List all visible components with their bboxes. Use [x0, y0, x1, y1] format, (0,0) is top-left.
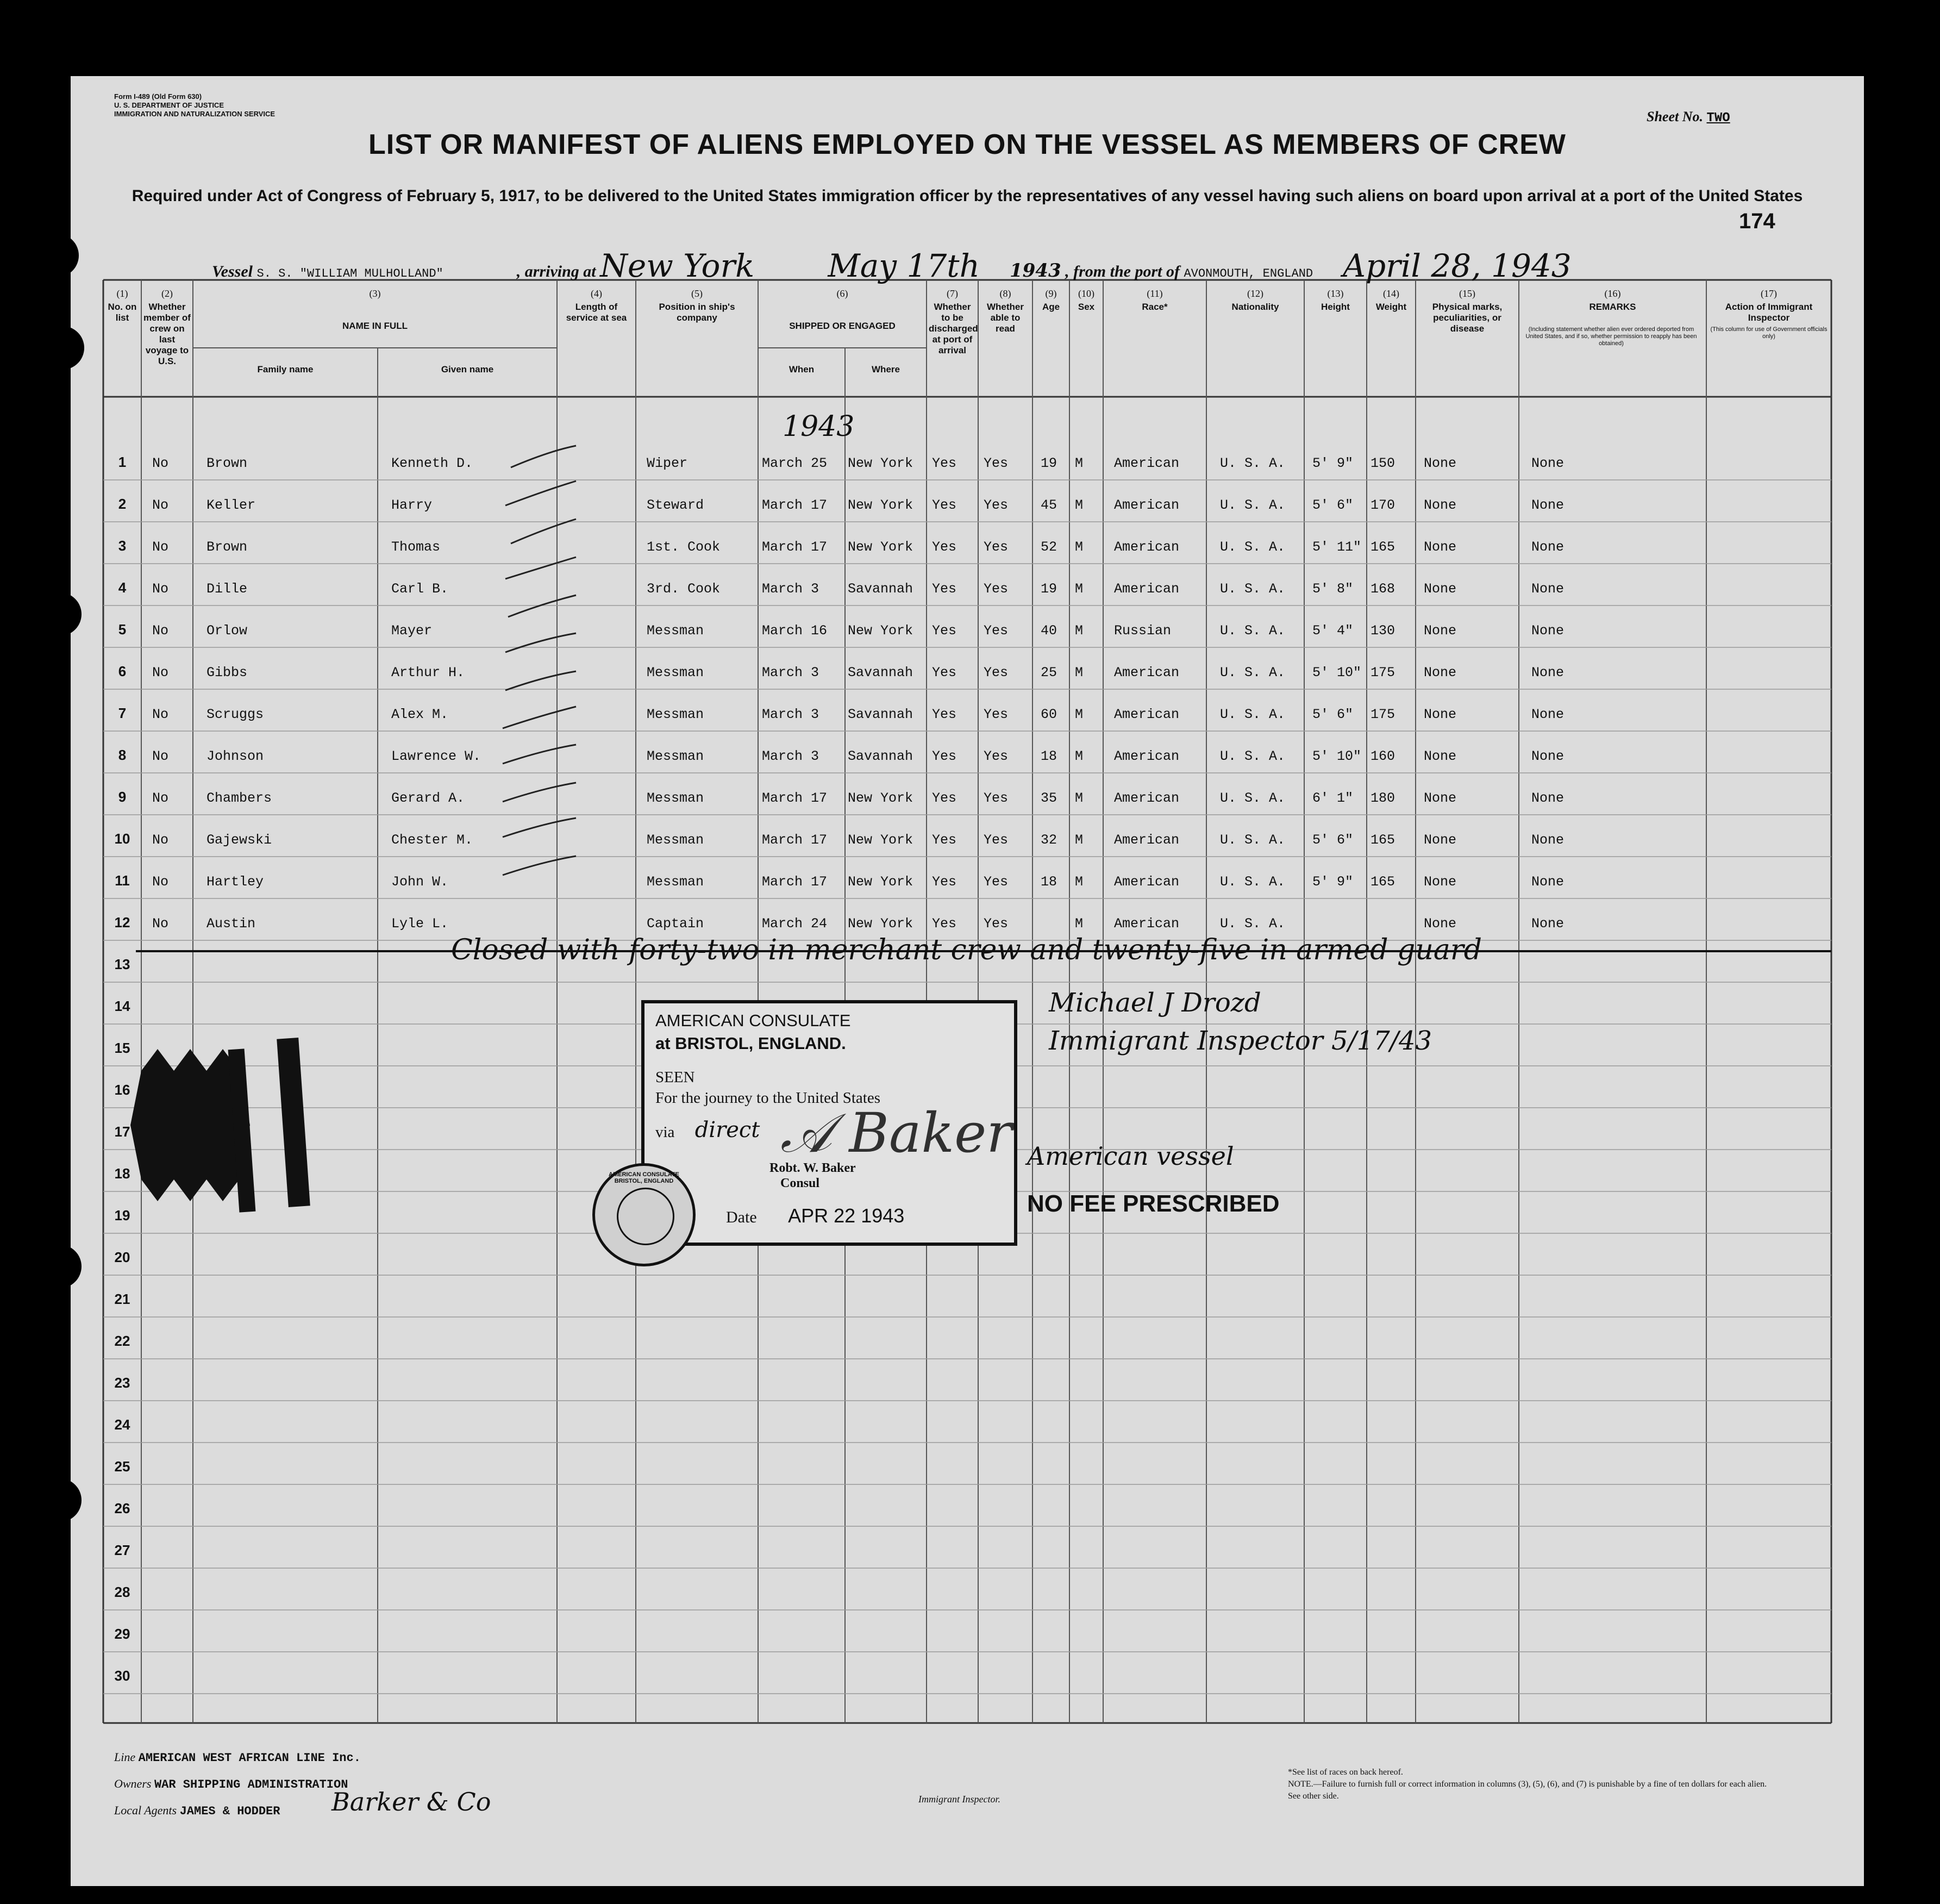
page-subtitle: Required under Act of Congress of February 5, 1917, to be delivered to the United States immigration officer by the representatives of any vessel having such aliens on board upon arrival at a port of the United States	[132, 187, 1803, 205]
cell-prev: No	[152, 623, 169, 639]
cell-where: New York	[848, 497, 913, 513]
cell-weight: 180	[1370, 790, 1395, 806]
page-number: 174	[1739, 209, 1775, 233]
row-number: 23	[114, 1375, 130, 1391]
cell-prev: No	[152, 581, 169, 597]
cell-age: 25	[1041, 665, 1057, 681]
row-number: 7	[118, 705, 127, 721]
cell-when: March 3	[762, 581, 819, 597]
cell-position: Messman	[647, 874, 704, 890]
cell-position: Messman	[647, 832, 704, 848]
column-header: Whether member of crew on last voyage to U.S.	[143, 302, 191, 366]
cell-remarks: None	[1531, 623, 1564, 639]
cell-family: Brown	[206, 539, 248, 555]
action-note: (This column for use of Government officials only)	[1710, 326, 1828, 340]
cell-discharged: Yes	[932, 455, 957, 471]
column-header: Position in ship's company	[659, 302, 735, 323]
cell-marks: None	[1424, 874, 1457, 890]
binder-hole	[38, 592, 82, 636]
departure-port: AVONMOUTH, ENGLAND	[1184, 267, 1313, 280]
row-number: 6	[118, 663, 127, 679]
cell-read: Yes	[984, 916, 1009, 932]
cell-family: Dille	[206, 581, 248, 597]
cell-given: Carl B.	[391, 581, 449, 597]
cell-nationality: U. S. A.	[1220, 874, 1286, 890]
cell-position: Wiper	[647, 455, 688, 471]
row-number: 16	[114, 1082, 130, 1098]
cell-nationality: U. S. A.	[1220, 707, 1286, 722]
cell-read: Yes	[984, 832, 1009, 848]
cell-marks: None	[1424, 790, 1457, 806]
cell-discharged: Yes	[932, 874, 957, 890]
cell-sex: M	[1075, 539, 1084, 555]
column-header: NAME IN FULL	[342, 321, 408, 331]
cell-family: Austin	[206, 916, 256, 932]
arrival-date: May 17th	[828, 247, 980, 284]
cell-read: Yes	[984, 665, 1009, 681]
cell-weight: 165	[1370, 832, 1395, 848]
binder-hole	[38, 1478, 82, 1522]
cell-height: 5' 11"	[1312, 539, 1362, 555]
column-header: Sex	[1078, 302, 1095, 312]
cell-remarks: None	[1531, 874, 1564, 890]
cell-family: Gajewski	[206, 832, 272, 848]
cell-remarks: None	[1531, 790, 1564, 806]
cell-race: American	[1114, 581, 1180, 597]
arriving-port: New York	[600, 247, 755, 284]
column-number: (1)	[116, 288, 128, 299]
cell-position: Captain	[647, 916, 704, 932]
cell-when: March 3	[762, 707, 819, 722]
vessel-line: Vessel S. S. "WILLIAM MULHOLLAND" , arriving at New York May 17th 1943 , from the port of AVONMOUTH, ENGLAND April 28, 1943	[212, 247, 1572, 284]
cell-discharged: Yes	[932, 623, 957, 639]
cell-height: 5' 6"	[1312, 832, 1354, 848]
cell-when: March 24	[762, 916, 828, 932]
cell-height: 5' 9"	[1312, 874, 1354, 890]
column-number: (13)	[1327, 288, 1344, 299]
cell-prev: No	[152, 539, 169, 555]
inspector-signature: Michael J Drozd Immigrant Inspector 5/17/43	[1049, 988, 1432, 1056]
cell-race: American	[1114, 916, 1180, 932]
cell-remarks: None	[1531, 707, 1564, 722]
cell-where: Savannah	[848, 581, 913, 597]
cell-height: 5' 6"	[1312, 497, 1354, 513]
row-number: 4	[118, 579, 127, 596]
cell-given: Alex M.	[391, 707, 449, 722]
cell-nationality: U. S. A.	[1220, 832, 1286, 848]
agents-handwritten: Barker & Co	[331, 1787, 491, 1816]
row-number: 24	[114, 1416, 130, 1433]
cell-when: March 17	[762, 874, 828, 890]
cell-marks: None	[1424, 497, 1457, 513]
cell-age: 19	[1041, 581, 1057, 597]
cell-age: 18	[1041, 748, 1057, 764]
cell-given: John W.	[391, 874, 449, 890]
column-number: (6)	[836, 288, 848, 299]
cell-weight: 175	[1370, 707, 1395, 722]
row-number: 3	[118, 538, 127, 554]
cell-family: Scruggs	[206, 707, 264, 722]
cell-read: Yes	[984, 707, 1009, 722]
cell-prev: No	[152, 832, 169, 848]
cell-given: Arthur H.	[391, 665, 465, 681]
cell-sex: M	[1075, 748, 1084, 764]
departure-date: April 28, 1943	[1343, 247, 1572, 284]
column-number: (15)	[1459, 288, 1475, 299]
cell-sex: M	[1075, 916, 1084, 932]
cell-prev: No	[152, 455, 169, 471]
cell-weight: 165	[1370, 874, 1395, 890]
cell-discharged: Yes	[932, 497, 957, 513]
cell-nationality: U. S. A.	[1220, 916, 1286, 932]
eagle-emblem-icon	[617, 1188, 674, 1245]
cell-where: New York	[848, 455, 913, 471]
cell-where: Savannah	[848, 665, 913, 681]
cell-position: Messman	[647, 748, 704, 764]
cell-family: Brown	[206, 455, 248, 471]
row-number: 11	[115, 872, 130, 889]
cell-read: Yes	[984, 539, 1009, 555]
cell-given: Thomas	[391, 539, 441, 555]
remarks-note: (Including statement whether alien ever ordered deported from United States, and if so, whether permission to reapply has been obtained)	[1525, 326, 1697, 347]
cell-position: Messman	[647, 623, 704, 639]
cell-sex: M	[1075, 832, 1084, 848]
page-title: LIST OR MANIFEST OF ALIENS EMPLOYED ON THE VESSEL AS MEMBERS OF CREW	[368, 129, 1566, 160]
cell-nationality: U. S. A.	[1220, 623, 1286, 639]
cell-position: Messman	[647, 665, 704, 681]
cell-prev: No	[152, 916, 169, 932]
cell-marks: None	[1424, 455, 1457, 471]
cell-when: March 17	[762, 832, 828, 848]
cell-race: American	[1114, 832, 1180, 848]
cell-age: 32	[1041, 832, 1057, 848]
cell-race: American	[1114, 455, 1180, 471]
row-number: 1	[118, 454, 127, 470]
cell-race: American	[1114, 665, 1180, 681]
cell-position: Messman	[647, 790, 704, 806]
consul-signature: 𝒜 Baker	[780, 1101, 1013, 1165]
cell-nationality: U. S. A.	[1220, 539, 1286, 555]
column-number: (17)	[1761, 288, 1777, 299]
cell-marks: None	[1424, 916, 1457, 932]
year-annotation: 1943	[783, 410, 855, 443]
cell-position: Steward	[647, 497, 704, 513]
cell-when: March 3	[762, 665, 819, 681]
consulate-seal: AMERICAN CONSULATE BRISTOL, ENGLAND	[592, 1163, 696, 1266]
cell-read: Yes	[984, 581, 1009, 597]
column-header-given: Given name	[441, 364, 494, 374]
cell-when: March 17	[762, 539, 828, 555]
binder-hole	[35, 234, 79, 277]
footer-note: *See list of races on back hereof. NOTE.—Failure to furnish full or correct information in columns (3), (5), (6), and (7) is punishable by a fine of ten dollars for each alien. See other side.	[1288, 1768, 1767, 1801]
row-number: 20	[114, 1249, 130, 1265]
column-number: (9)	[1045, 288, 1057, 299]
cell-weight: 160	[1370, 748, 1395, 764]
column-header: Height	[1321, 302, 1350, 312]
cell-age: 52	[1041, 539, 1057, 555]
arrival-year: 1943	[1009, 260, 1061, 282]
cell-height: 5' 4"	[1312, 623, 1354, 639]
cell-where: Savannah	[848, 748, 913, 764]
cell-height: 6' 1"	[1312, 790, 1354, 806]
sheet-number: Sheet No. TWO	[1647, 109, 1730, 126]
column-header: SHIPPED OR ENGAGED	[789, 321, 896, 331]
cell-race: Russian	[1114, 623, 1172, 639]
cell-marks: None	[1424, 707, 1457, 722]
cell-remarks: None	[1531, 832, 1564, 848]
cell-family: Hartley	[206, 874, 264, 890]
cell-read: Yes	[984, 497, 1009, 513]
cell-read: Yes	[984, 455, 1009, 471]
column-number: (5)	[691, 288, 703, 299]
column-header: Length of service at sea	[566, 302, 627, 323]
column-header-where: Where	[872, 364, 900, 374]
cell-age: 45	[1041, 497, 1057, 513]
cell-where: New York	[848, 916, 913, 932]
closing-note: Closed with forty-two in merchant crew and twenty-five in armed guard	[451, 934, 1482, 966]
cell-prev: No	[152, 790, 169, 806]
cell-height: 5' 10"	[1312, 748, 1362, 764]
cell-weight: 168	[1370, 581, 1395, 597]
cell-read: Yes	[984, 874, 1009, 890]
cell-sex: M	[1075, 455, 1084, 471]
cell-race: American	[1114, 539, 1180, 555]
cell-weight: 165	[1370, 539, 1395, 555]
row-number: 12	[114, 914, 130, 931]
cell-race: American	[1114, 748, 1180, 764]
cell-family: Orlow	[206, 623, 248, 639]
footer-agents: Line AMERICAN WEST AFRICAN LINE Inc. Owners WAR SHIPPING ADMINISTRATION Local Agents JAMES & HODDER	[114, 1750, 361, 1818]
row-number: 9	[118, 789, 127, 805]
row-number: 29	[114, 1626, 130, 1642]
cell-discharged: Yes	[932, 707, 957, 722]
cell-remarks: None	[1531, 539, 1564, 555]
cell-weight: 130	[1370, 623, 1395, 639]
column-number: (10)	[1078, 288, 1094, 299]
row-number: 14	[114, 998, 130, 1014]
cell-age: 18	[1041, 874, 1057, 890]
cell-position: Messman	[647, 707, 704, 722]
cell-where: New York	[848, 874, 913, 890]
cell-age: 60	[1041, 707, 1057, 722]
column-header: Whether to be discharged at port of arrival	[929, 302, 978, 355]
cell-race: American	[1114, 707, 1180, 722]
column-header-when: When	[788, 364, 815, 374]
cell-nationality: U. S. A.	[1220, 497, 1286, 513]
cell-height: 5' 10"	[1312, 665, 1362, 681]
column-header: Weight	[1375, 302, 1407, 312]
column-header: Action of Immigrant Inspector	[1725, 302, 1813, 323]
cell-family: Johnson	[206, 748, 264, 764]
cell-remarks: None	[1531, 581, 1564, 597]
cell-discharged: Yes	[932, 916, 957, 932]
cell-weight: 170	[1370, 497, 1395, 513]
cell-where: New York	[848, 790, 913, 806]
column-header: Whether able to read	[987, 302, 1024, 334]
cell-where: New York	[848, 832, 913, 848]
column-number: (2)	[161, 288, 173, 299]
column-header: REMARKS	[1589, 302, 1636, 312]
row-number: 28	[114, 1584, 130, 1600]
cell-marks: None	[1424, 539, 1457, 555]
cell-prev: No	[152, 665, 169, 681]
column-number: (7)	[947, 288, 958, 299]
cell-prev: No	[152, 748, 169, 764]
column-header: No. on list	[108, 302, 137, 323]
cell-sex: M	[1075, 707, 1084, 722]
row-number: 2	[118, 496, 127, 512]
column-header-family: Family name	[257, 364, 314, 374]
cell-discharged: Yes	[932, 665, 957, 681]
cell-age: 19	[1041, 455, 1057, 471]
cell-when: March 16	[762, 623, 828, 639]
cell-where: Savannah	[848, 707, 913, 722]
cell-race: American	[1114, 790, 1180, 806]
cell-remarks: None	[1531, 455, 1564, 471]
cell-family: Keller	[206, 497, 256, 513]
cell-sex: M	[1075, 497, 1084, 513]
cell-family: Gibbs	[206, 665, 248, 681]
cell-sex: M	[1075, 665, 1084, 681]
cell-given: Kenneth D.	[391, 455, 473, 471]
cell-given: Chester M.	[391, 832, 473, 848]
cell-read: Yes	[984, 623, 1009, 639]
column-number: (4)	[591, 288, 602, 299]
row-number: 17	[114, 1123, 130, 1140]
cell-race: American	[1114, 874, 1180, 890]
cell-height: 5' 6"	[1312, 707, 1354, 722]
cell-marks: None	[1424, 581, 1457, 597]
row-number: 21	[114, 1291, 130, 1307]
cell-nationality: U. S. A.	[1220, 665, 1286, 681]
column-header: Nationality	[1231, 302, 1279, 312]
cell-age: 35	[1041, 790, 1057, 806]
column-number: (8)	[999, 288, 1011, 299]
cell-given: Mayer	[391, 623, 433, 639]
cell-when: March 25	[762, 455, 828, 471]
row-number: 25	[114, 1458, 130, 1475]
cell-remarks: None	[1531, 916, 1564, 932]
cell-nationality: U. S. A.	[1220, 455, 1286, 471]
cell-position: 1st. Cook	[647, 539, 721, 555]
row-number: 5	[118, 621, 127, 638]
stamp-date: APR 22 1943	[788, 1204, 905, 1227]
consulate-stamp: AMERICAN CONSULATE at BRISTOL, ENGLAND. SEEN For the journey to the United States via direct Robt. W. Baker Consul Date APR 22 1943 𝒜 Baker	[641, 1000, 1017, 1246]
vessel-name: S. S. "WILLIAM MULHOLLAND"	[256, 267, 443, 280]
cell-height: 5' 8"	[1312, 581, 1354, 597]
cell-read: Yes	[984, 748, 1009, 764]
cell-sex: M	[1075, 874, 1084, 890]
cell-weight: 150	[1370, 455, 1395, 471]
column-header: Race*	[1142, 302, 1168, 312]
cell-discharged: Yes	[932, 581, 957, 597]
cell-sex: M	[1075, 581, 1084, 597]
row-number: 18	[114, 1165, 130, 1182]
column-header: Age	[1042, 302, 1060, 312]
column-number: (11)	[1147, 288, 1163, 299]
row-number: 15	[114, 1040, 130, 1056]
cell-given: Lawrence W.	[391, 748, 481, 764]
cell-marks: None	[1424, 623, 1457, 639]
column-number: (16)	[1604, 288, 1621, 299]
cell-age: 40	[1041, 623, 1057, 639]
cell-sex: M	[1075, 623, 1084, 639]
cell-prev: No	[152, 874, 169, 890]
cell-when: March 3	[762, 748, 819, 764]
row-number: 27	[114, 1542, 130, 1558]
column-number: (12)	[1247, 288, 1263, 299]
cell-given: Gerard A.	[391, 790, 465, 806]
cell-read: Yes	[984, 790, 1009, 806]
no-fee-stamp: NO FEE PRESCRIBED	[1027, 1190, 1280, 1217]
cell-marks: None	[1424, 665, 1457, 681]
cell-position: 3rd. Cook	[647, 581, 721, 597]
column-number: (3)	[369, 288, 381, 299]
cell-nationality: U. S. A.	[1220, 748, 1286, 764]
binder-hole	[41, 326, 84, 370]
cell-race: American	[1114, 497, 1180, 513]
row-number: 8	[118, 747, 127, 763]
cell-when: March 17	[762, 790, 828, 806]
cell-marks: None	[1424, 832, 1457, 848]
row-number: 10	[114, 831, 130, 847]
cell-given: Lyle L.	[391, 916, 449, 932]
cell-sex: M	[1075, 790, 1084, 806]
manifest-page	[71, 76, 1864, 1886]
row-number: 13	[114, 956, 130, 972]
cell-discharged: Yes	[932, 748, 957, 764]
row-number: 19	[114, 1207, 130, 1223]
american-vessel-note: American vessel	[1027, 1141, 1234, 1171]
cell-when: March 17	[762, 497, 828, 513]
cell-remarks: None	[1531, 748, 1564, 764]
immigrant-inspector-label: Immigrant Inspector.	[918, 1794, 1000, 1805]
cell-discharged: Yes	[932, 790, 957, 806]
cell-nationality: U. S. A.	[1220, 790, 1286, 806]
cell-nationality: U. S. A.	[1220, 581, 1286, 597]
cell-family: Chambers	[206, 790, 272, 806]
cell-remarks: None	[1531, 497, 1564, 513]
cell-remarks: None	[1531, 665, 1564, 681]
cell-weight: 175	[1370, 665, 1395, 681]
cell-discharged: Yes	[932, 832, 957, 848]
cell-height: 5' 9"	[1312, 455, 1354, 471]
cell-prev: No	[152, 497, 169, 513]
column-header: Physical marks, peculiarities, or disease	[1432, 302, 1503, 334]
form-identifier: Form I-489 (Old Form 630) U. S. DEPARTMENT OF JUSTICE IMMIGRATION AND NATURALIZATION SERVICE	[114, 92, 276, 118]
column-number: (14)	[1383, 288, 1399, 299]
cell-discharged: Yes	[932, 539, 957, 555]
cell-prev: No	[152, 707, 169, 722]
row-number: 30	[114, 1668, 130, 1684]
cell-where: New York	[848, 623, 913, 639]
cell-marks: None	[1424, 748, 1457, 764]
cell-given: Harry	[391, 497, 433, 513]
row-number: 26	[114, 1500, 130, 1516]
binder-hole	[38, 1245, 82, 1288]
row-number: 22	[114, 1333, 130, 1349]
cell-where: New York	[848, 539, 913, 555]
